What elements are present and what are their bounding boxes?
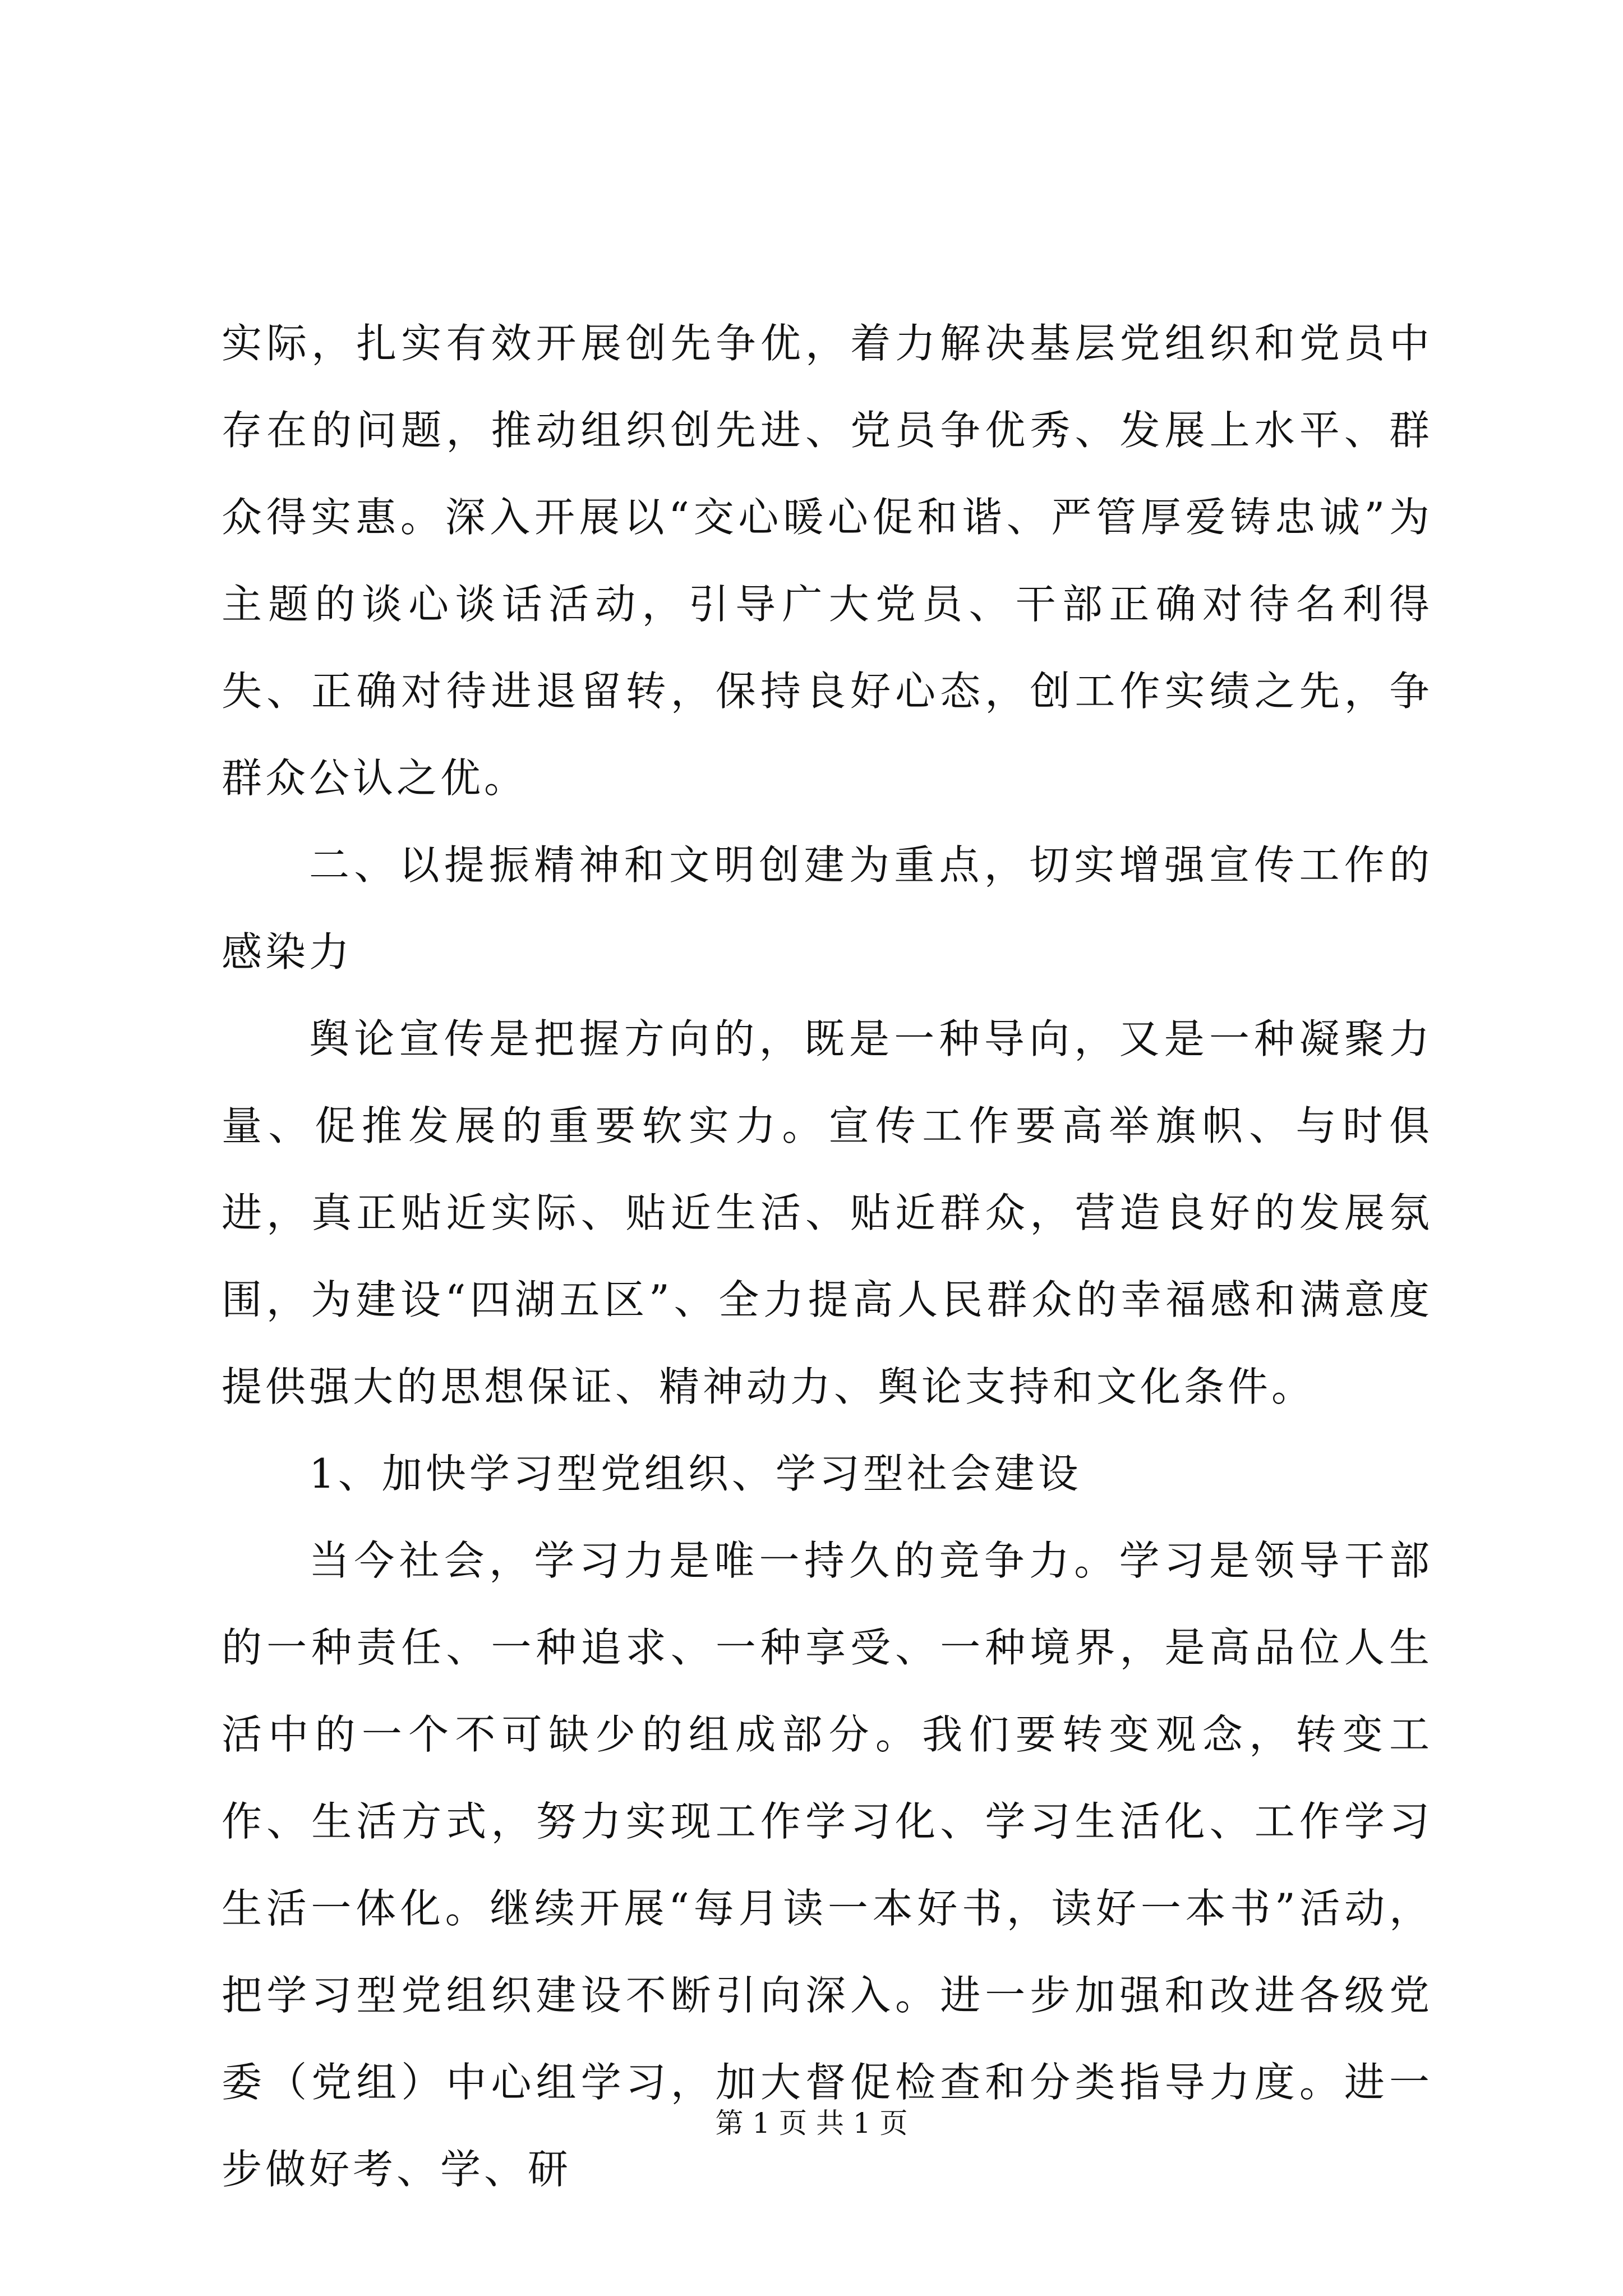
document-body (222, 300, 1433, 2213)
paragraph-5: 当今社会，学习力是唯一持久的竞争力。学习是领导干部的一种责任、一种追求、一种享受、一种境界，是高品位人生活中的一个不可缺少的组成部分。我们要转变观念，转变工作、生活方式，努力实现工作学习化、学习生活化、工作学习生活一体化。继续开展“每月读一本好书，读好一本书”活动，把学习型党组织建设不断引向深入。进一步加强和改进各级党委（党组）中心组学习，加大督促检查和分类指导力度。进一步做好考、学、研 (222, 1537, 1433, 2193)
page-number-footer: 第 1 页 共 1 页 (715, 2107, 908, 2139)
paragraph-3: 舆论宣传是把握方向的，既是一种导向，又是一种凝聚力量、促推发展的重要软实力。宣传工作要高举旗帜、与时俱进，真正贴近实际、贴近生活、贴近群众，营造良好的发展氛围，为建设“四湖五区”、全力提高人民群众的幸福感和满意度提供强大的思想保证、精神动力、舆论支持和文化条件。 (222, 1015, 1433, 1410)
section-heading-2: 二、以提振精神和文明创建为重点，切实增强宣传工作的感染力 (222, 841, 1433, 976)
paragraph-1: 实际，扎实有效开展创先争优，着力解决基层党组织和党员中存在的问题，推动组织创先进、党员争优秀、发展上水平、群众得实惠。深入开展以“交心暖心促和谐、严管厚爱铸忠诚”为主题的谈心谈话活动，引导广大党员、干部正确对待名利得失、正确对待进退留转，保持良好心态，创工作实绩之先，争群众公认之优。 (222, 320, 1433, 802)
subheading-4: 1、加快学习型党组织、学习型社会建设 (309, 1450, 1082, 1497)
